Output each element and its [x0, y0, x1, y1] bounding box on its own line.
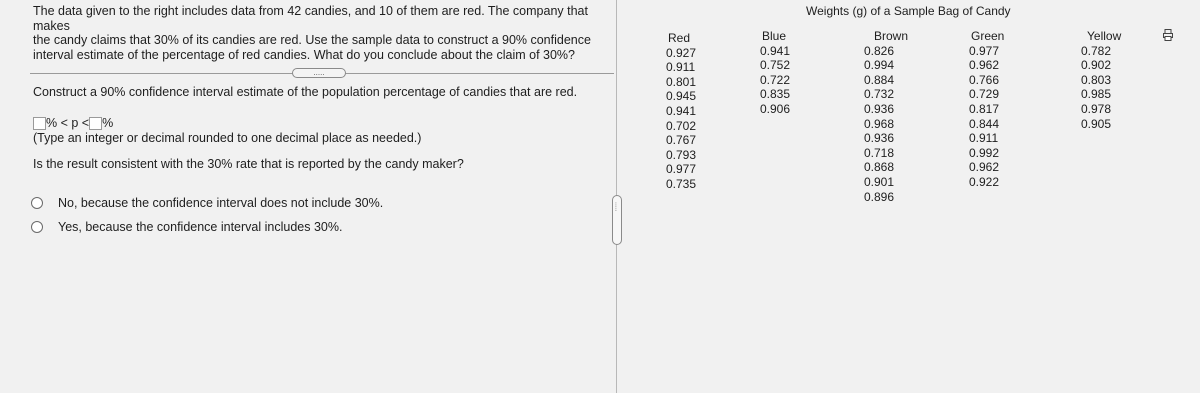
- table-cell: 0.962: [969, 58, 1000, 73]
- table-cell: 0.922: [969, 174, 1000, 189]
- table-cell: 0.718: [864, 145, 895, 160]
- option-label: No, because the confidence interval does not include 30%.: [58, 196, 384, 210]
- table-cell: 0.985: [1081, 87, 1112, 102]
- column-brown: [864, 29, 908, 204]
- table-cell: 0.962: [969, 160, 1000, 175]
- table-cell: 0.927: [666, 45, 697, 60]
- table-cell: 0.884: [864, 72, 895, 87]
- table-cell: 0.992: [969, 145, 1000, 160]
- table-cell: 0.901: [864, 174, 895, 189]
- table-cell: 0.803: [1081, 72, 1112, 87]
- question-prompt: Construct a 90% confidence interval estimate of the population percentage of candies that are red.: [33, 85, 578, 99]
- table-title: Weights (g) of a Sample Bag of Candy: [806, 4, 1011, 18]
- table-cell: 0.896: [864, 189, 895, 204]
- radio-button[interactable]: [31, 197, 43, 209]
- table-cell: 0.722: [760, 72, 791, 87]
- table-cell: 0.793: [666, 147, 697, 162]
- option-label: Yes, because the confidence interval includes 30%.: [58, 220, 343, 234]
- option-no[interactable]: [31, 196, 383, 210]
- table-cell: 0.868: [864, 160, 895, 175]
- table-cell: 0.911: [666, 60, 696, 75]
- expand-more-button[interactable]: .....: [292, 68, 346, 78]
- table-cell: 0.941: [760, 43, 791, 58]
- percent-sign: %: [102, 116, 114, 130]
- table-cell: 0.801: [666, 74, 697, 89]
- column-blue: [760, 29, 790, 117]
- table-cell: 0.826: [864, 43, 895, 58]
- column-header: Brown: [874, 29, 909, 43]
- table-cell: 0.782: [1081, 43, 1112, 58]
- table-cell: 0.902: [1081, 58, 1112, 73]
- table-cell: 0.767: [666, 133, 697, 148]
- drag-dots-icon: .....: [613, 202, 621, 212]
- column-header: Red: [668, 31, 691, 45]
- column-red: [666, 31, 696, 192]
- problem-line: the candy claims that 30% of its candies are red. Use the sample data to construct a 90% confidence: [33, 33, 591, 47]
- table-cell: 0.766: [969, 72, 1000, 87]
- lower-bound-input[interactable]: [33, 117, 46, 130]
- table-cell: 0.729: [969, 87, 1000, 102]
- table-cell: 0.978: [1081, 101, 1112, 116]
- table-cell: 0.735: [666, 176, 697, 191]
- table-cell: 0.977: [969, 43, 1000, 58]
- problem-statement: [33, 4, 613, 62]
- column-green: [969, 29, 1004, 190]
- confidence-interval-answer: [33, 116, 113, 130]
- table-cell: 0.977: [666, 162, 697, 177]
- radio-button[interactable]: [31, 221, 43, 233]
- table-cell: 0.936: [864, 101, 895, 116]
- option-yes[interactable]: [31, 220, 342, 234]
- table-cell: 0.941: [666, 103, 697, 118]
- column-header: Blue: [762, 29, 787, 43]
- inequality-text: % < p <: [46, 116, 90, 130]
- table-cell: 0.936: [864, 131, 895, 146]
- column-yellow: [1081, 29, 1121, 131]
- table-cell: 0.752: [760, 58, 791, 73]
- table-cell: 0.702: [666, 118, 697, 133]
- table-cell: 0.844: [969, 116, 1000, 131]
- problem-line: interval estimate of the percentage of red candies. What do you conclude about the claim of 30%?: [33, 47, 575, 62]
- table-cell: 0.911: [969, 131, 999, 146]
- answer-hint: (Type an integer or decimal rounded to one decimal place as needed.): [33, 131, 422, 145]
- print-icon[interactable]: [1163, 28, 1173, 40]
- table-cell: 0.905: [1081, 116, 1112, 131]
- table-cell: 0.906: [760, 101, 791, 116]
- table-cell: 0.732: [864, 87, 895, 102]
- upper-bound-input[interactable]: [89, 117, 102, 130]
- table-cell: 0.817: [969, 101, 1000, 116]
- table-cell: 0.835: [760, 87, 791, 102]
- table-cell: 0.945: [666, 89, 697, 104]
- column-header: Yellow: [1087, 29, 1122, 43]
- table-cell: 0.994: [864, 58, 895, 73]
- consistency-question: Is the result consistent with the 30% rate that is reported by the candy maker?: [33, 157, 464, 171]
- table-cell: 0.968: [864, 116, 895, 131]
- problem-line: The data given to the right includes data from 42 candies, and 10 of them are red. The company that makes: [33, 4, 588, 33]
- column-header: Green: [971, 29, 1005, 43]
